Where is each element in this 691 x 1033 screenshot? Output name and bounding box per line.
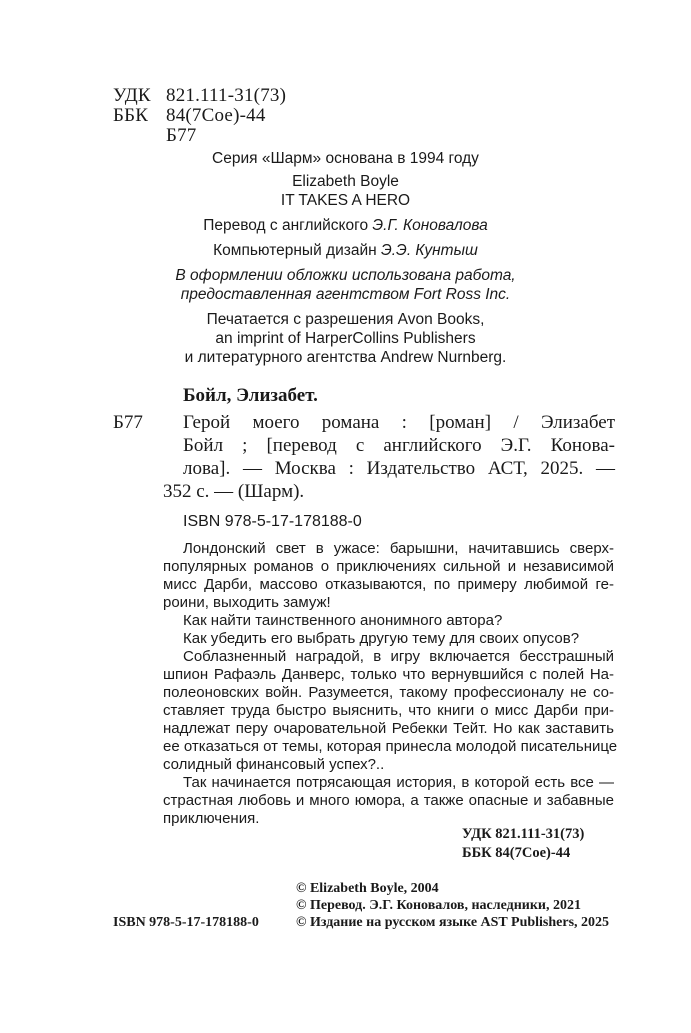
original-author: Elizabeth Boyle <box>292 173 399 190</box>
bbk-value: 84(7Сое)-44 <box>166 105 266 126</box>
translator-name: Э.Г. Коновалова <box>372 217 488 234</box>
bib-isbn: ISBN 978-5-17-178188-0 <box>183 513 362 530</box>
annotation-line: Лондонский свет в ужасе: барышни, начитавшись сверх- <box>183 540 614 557</box>
series-line: Серия «Шарм» основана в 1994 году <box>212 150 479 167</box>
cover-note-line-2: предоставленная агентством Fort Ross Inc. <box>180 286 511 303</box>
bib-author-heading: Бойл, Элизабет. <box>183 385 318 406</box>
annotation-line: роини, выходить замуж! <box>163 594 331 611</box>
bib-line-3: лова]. — Москва : Издательство АСТ, 2025. — <box>183 458 615 479</box>
permission-line-1: Печатается с разрешения Avon Books, <box>206 311 485 328</box>
bib-line-2: Бойл ; [перевод с английского Э.Г. Конова- <box>183 435 615 456</box>
annotation-line: шпион Рафаэль Данверс, только что вернувшийся с полей На- <box>163 666 614 683</box>
annotation <box>163 540 618 827</box>
design-credit <box>0 242 691 260</box>
annotation-udk: УДК 821.111-31(73) <box>462 826 585 842</box>
annotation-line: Как убедить его выбрать другую тему для своих опусов? <box>183 630 580 647</box>
annotation-line: страстная любовь и много юмора, а также опасные и забавные <box>163 792 614 809</box>
udk-label: УДК <box>113 85 151 106</box>
bib-mark: Б77 <box>113 412 143 433</box>
annotation-line: ее отказаться от темы, которая принесла молодой писательнице <box>163 738 618 755</box>
design-prefix: Компьютерный дизайн <box>213 242 377 259</box>
copyright-line-2: © Перевод. Э.Г. Коновалов, наследники, 2021 <box>296 898 581 913</box>
original-title: IT TAKES A HERO <box>280 192 411 209</box>
translation-credit <box>0 217 691 235</box>
annotation-line: приключения. <box>163 810 260 827</box>
annotation-line: ставляет труда быстро выяснить, что книги о мисс Дарби при- <box>163 702 614 719</box>
annotation-line: Так начинается потрясающая история, в которой есть все — <box>183 774 614 791</box>
cover-note-line-1: В оформлении обложки использована работа, <box>175 267 516 284</box>
annotation-bbk: ББК 84(7Сое)-44 <box>462 845 571 861</box>
translation-prefix: Перевод с английского <box>203 217 369 234</box>
annotation-line: Соблазненный наградой, в игру включается бесстрашный <box>183 648 614 665</box>
annotation-line: полеоновских войн. Разумеется, такому профессионалу не со- <box>163 684 614 701</box>
annotation-line: мисс Дарби, массово отказываются, по примеру любимой ге- <box>163 576 614 593</box>
permission-line-2: an imprint of HarperCollins Publishers <box>215 330 476 347</box>
copyright-line-3: © Издание на русском языке AST Publishers, 2025 <box>296 915 610 930</box>
copyright-line-1: © Elizabeth Boyle, 2004 <box>296 881 439 896</box>
udk-value: 821.111-31(73) <box>166 85 287 106</box>
annotation-line: солидный финансовый успех?.. <box>163 756 385 773</box>
permission-line-3: и литературного агентства Andrew Nurnberg. <box>184 349 507 366</box>
author-mark: Б77 <box>166 125 197 146</box>
bib-line-1: Герой моего романа : [роман] / Элизабет <box>183 412 615 433</box>
annotation-line: Как найти таинственного анонимного автора? <box>183 612 503 629</box>
bib-line-4: 352 с. — (Шарм). <box>163 481 305 502</box>
designer-name: Э.Э. Кунтыш <box>381 242 478 259</box>
annotation-line: надлежат перу очаровательной Ребекки Тейт. Но как заставить <box>163 720 614 737</box>
annotation-line: популярных романов о приключениях сильной и независимой <box>163 558 614 575</box>
bbk-label: ББК <box>113 105 149 126</box>
copyright-isbn: ISBN 978-5-17-178188-0 <box>113 915 259 930</box>
